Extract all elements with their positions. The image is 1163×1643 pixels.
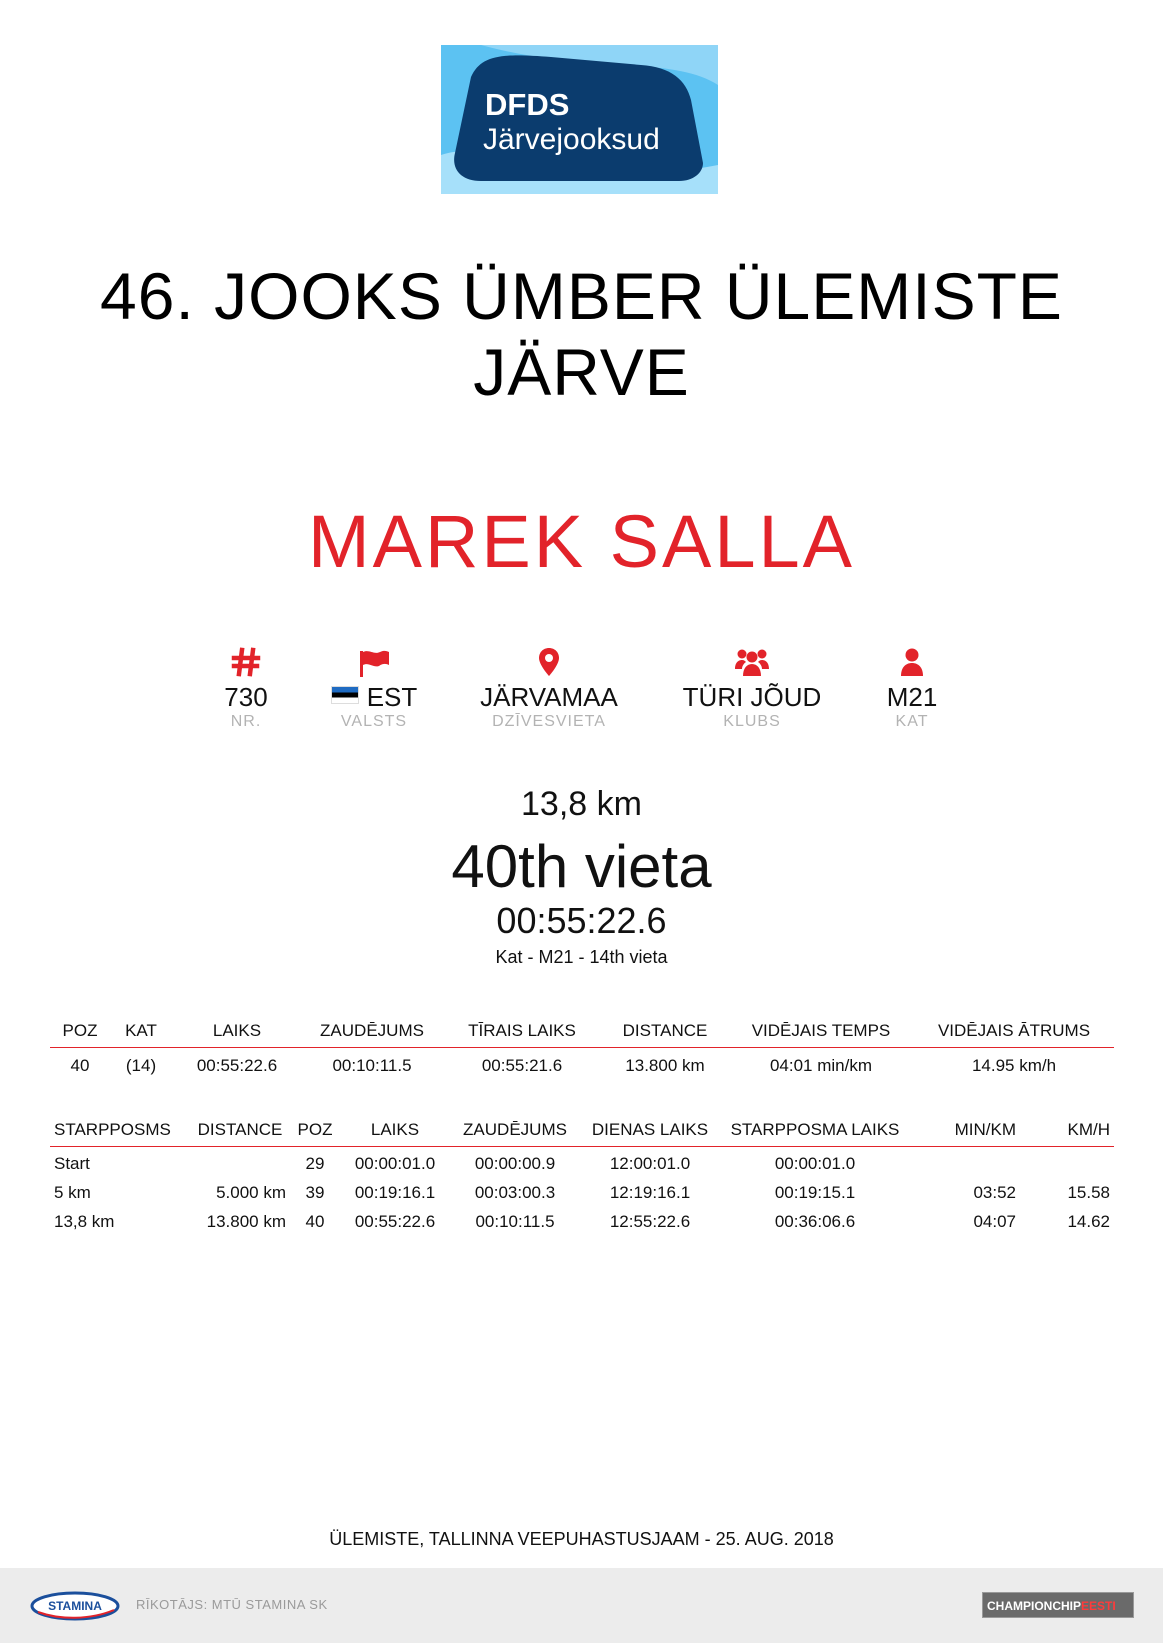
table-cell: 5.000 km <box>216 1183 286 1202</box>
logo-brand: DFDS <box>485 87 570 122</box>
table-cell: 15.58 <box>1067 1183 1110 1202</box>
stamina-logo-text: STAMINA <box>48 1599 102 1613</box>
table-cell <box>190 1147 290 1177</box>
table-cell: (14) <box>125 1056 157 1075</box>
info-country <box>274 645 474 731</box>
col-header: DIENAS LAIKS <box>580 1116 720 1147</box>
bib-number-label: NR. <box>230 713 262 730</box>
table-cell: 39 <box>305 1183 325 1202</box>
residence-label: DZĪVESVIETA <box>492 713 606 730</box>
category: M21 <box>886 682 938 712</box>
col-header: KM/H <box>1020 1116 1114 1147</box>
summary-header-row <box>50 1017 1114 1048</box>
col-header: STARPPOSMS <box>50 1116 190 1147</box>
table-cell: 5 km <box>54 1183 91 1202</box>
residence: JÄRVAMAA <box>480 682 618 712</box>
flag-icon <box>274 645 474 677</box>
col-header: LAIKS <box>340 1116 450 1147</box>
table-cell: 00:00:00.9 <box>474 1154 556 1173</box>
footer <box>0 1568 1163 1643</box>
championchip-logo <box>982 1592 1134 1618</box>
table-cell: 12:00:01.0 <box>609 1154 691 1173</box>
category-label: KAT <box>895 713 929 730</box>
category-place: Kat - M21 - 14th vieta <box>495 947 668 967</box>
table-cell: 00:03:00.3 <box>474 1183 556 1202</box>
table-cell: 12:55:22.6 <box>609 1212 691 1231</box>
table-cell: 40 <box>305 1212 325 1231</box>
col-header: DISTANCE <box>602 1017 728 1048</box>
club-label: KLUBS <box>723 713 781 730</box>
estonia-flag-icon <box>331 686 359 704</box>
table-cell: 00:55:22.6 <box>196 1056 278 1075</box>
table-cell: 04:07 <box>973 1212 1016 1231</box>
table-cell: 13.800 km <box>206 1212 286 1231</box>
col-header: STARPPOSMA LAIKS <box>720 1116 910 1147</box>
table-cell: 00:00:01.0 <box>774 1154 856 1173</box>
table-cell: 13,8 km <box>54 1212 115 1231</box>
col-header: DISTANCE <box>190 1116 290 1147</box>
col-header: KAT <box>110 1017 172 1048</box>
race-distance: 13,8 km <box>521 785 642 823</box>
table-cell: 13.800 km <box>625 1056 705 1075</box>
overall-place: 40th vieta <box>451 833 712 900</box>
col-header: VIDĒJAIS TEMPS <box>728 1017 914 1048</box>
table-row <box>50 1048 1114 1079</box>
bib-number: 730 <box>224 682 268 712</box>
table-cell: 40 <box>70 1056 90 1075</box>
table-cell: 00:00:01.0 <box>354 1154 436 1173</box>
organizer: RĪKOTĀJS: MTŪ STAMINA SK <box>136 1597 328 1612</box>
splits-header-row <box>50 1116 1114 1147</box>
event-logo <box>441 45 718 194</box>
table-cell: 00:36:06.6 <box>774 1212 856 1231</box>
table-cell: 00:55:22.6 <box>354 1212 436 1231</box>
athlete-name: MAREK SALLA <box>307 500 856 583</box>
table-cell: 04:01 min/km <box>769 1056 873 1075</box>
country-label: VALSTS <box>340 713 408 730</box>
event-location-date: ÜLEMISTE, TALLINNA VEEPUHASTUSJAAM - 25. AUG. 2018 <box>329 1529 834 1549</box>
table-cell: Start <box>54 1154 90 1173</box>
table-cell: 29 <box>305 1154 325 1173</box>
info-category <box>812 645 1012 731</box>
col-header: POZ <box>290 1116 340 1147</box>
col-header: TĪRAIS LAIKS <box>442 1017 602 1048</box>
table-cell: 14.62 <box>1067 1212 1110 1231</box>
map-pin-icon <box>449 645 649 677</box>
info-residence <box>449 645 649 731</box>
table-cell <box>910 1147 1020 1177</box>
table-cell: 00:10:11.5 <box>475 1212 555 1231</box>
finish-time: 00:55:22.6 <box>496 900 667 941</box>
table-cell: 00:19:15.1 <box>774 1183 856 1202</box>
table-cell: 00:55:21.6 <box>481 1056 563 1075</box>
summary-table <box>50 1017 1114 1078</box>
col-header: VIDĒJAIS ĀTRUMS <box>914 1017 1114 1048</box>
col-header: ZAUDĒJUMS <box>450 1116 580 1147</box>
country-code: EST <box>366 682 418 712</box>
stamina-logo <box>30 1590 120 1622</box>
col-header: ZAUDĒJUMS <box>302 1017 442 1048</box>
club: TÜRI JÕUD <box>682 682 822 712</box>
table-row <box>50 1176 1114 1205</box>
table-cell <box>1020 1147 1114 1177</box>
table-row <box>50 1147 1114 1177</box>
logo-sub: Järvejooksud <box>483 123 660 156</box>
col-header: MIN/KM <box>910 1116 1020 1147</box>
table-cell: 14.95 km/h <box>971 1056 1057 1075</box>
col-header: POZ <box>50 1017 110 1048</box>
col-header: LAIKS <box>172 1017 302 1048</box>
championchip-logo-suffix: EESTI <box>1081 1599 1116 1613</box>
table-cell: 12:19:16.1 <box>609 1183 691 1202</box>
event-title: 46. JOOKS ÜMBER ÜLEMISTE JÄRVE <box>100 259 1063 409</box>
splits-table <box>50 1116 1114 1234</box>
table-row <box>50 1205 1114 1234</box>
user-icon <box>812 645 1012 677</box>
championchip-logo-text: CHAMPIONCHIP <box>987 1599 1082 1613</box>
table-cell: 00:10:11.5 <box>332 1056 412 1075</box>
table-cell: 03:52 <box>973 1183 1016 1202</box>
table-cell: 00:19:16.1 <box>354 1183 436 1202</box>
